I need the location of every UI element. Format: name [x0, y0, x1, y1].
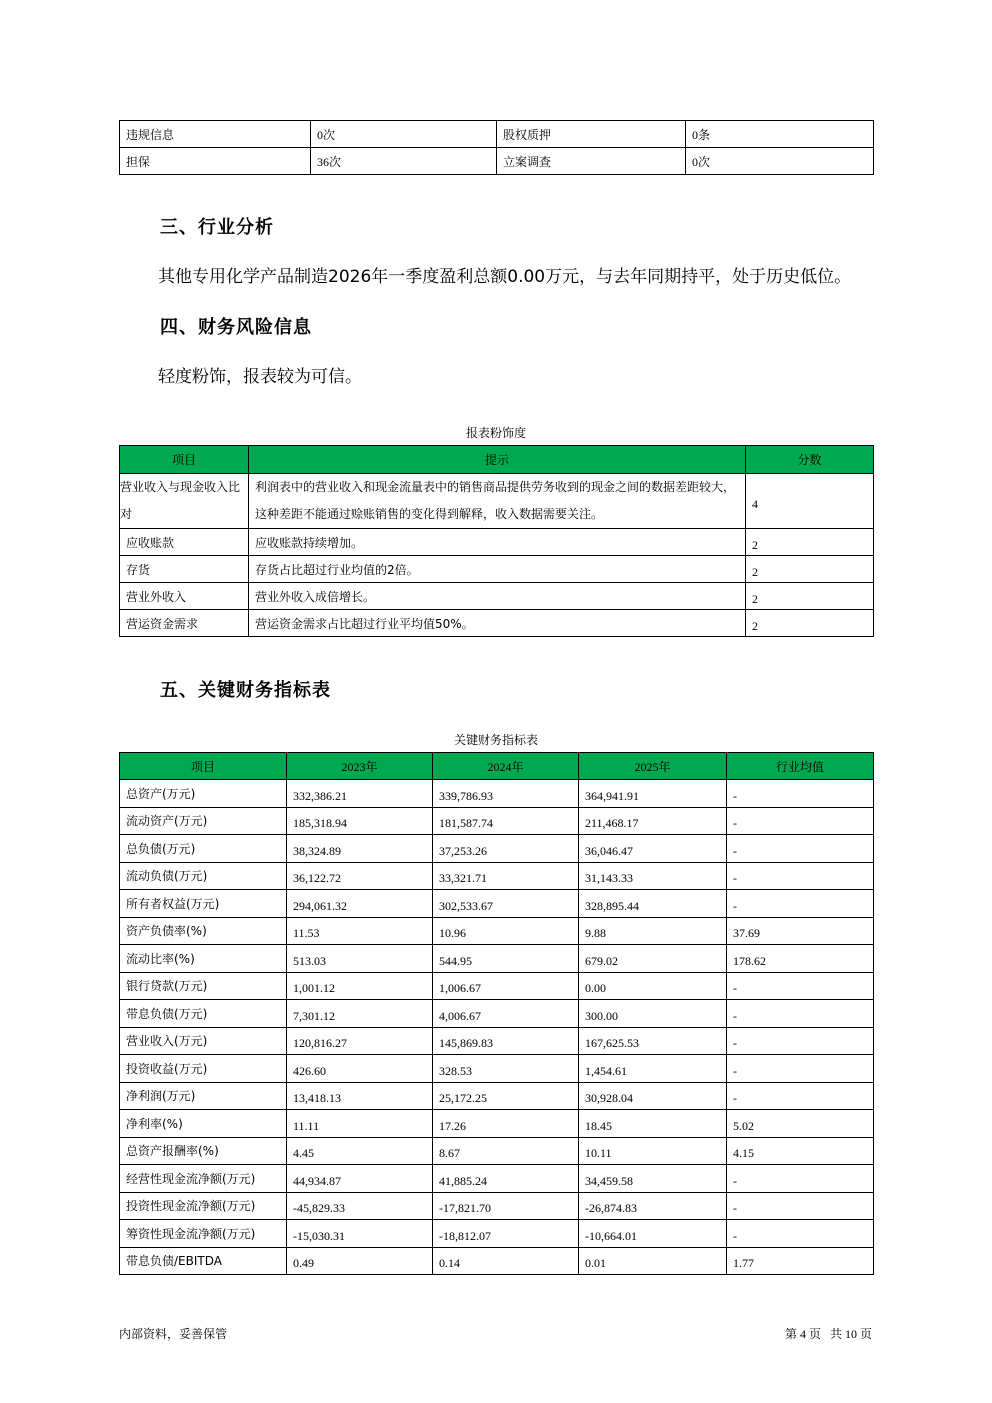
fin-value: 181,587.74	[433, 807, 579, 835]
section3-text: 其他专用化学产品制造2026年一季度盈利总额0.00万元，与去年同期持平，处于历史低位。	[158, 267, 852, 287]
section4-text: 轻度粉饰，报表较为可信。	[158, 367, 362, 387]
fin-value: 38,324.89	[287, 835, 433, 863]
info-label: 担保	[120, 148, 311, 175]
risk-header-row	[120, 446, 874, 474]
risk-header-cell: 分数	[746, 446, 874, 474]
fin-value: 0.14	[433, 1247, 579, 1275]
fin-row	[120, 1110, 874, 1138]
risk-item: 营运资金需求	[120, 610, 249, 637]
fin-row	[120, 1192, 874, 1220]
risk-row	[120, 474, 874, 529]
fin-row	[120, 1247, 874, 1275]
fin-value: 294,061.32	[287, 890, 433, 918]
risk-score: 2	[746, 556, 874, 583]
fin-value: -	[727, 835, 874, 863]
fin-value: -	[727, 1192, 874, 1220]
section3-heading: 三、行业分析	[160, 217, 274, 238]
fin-value: 328,895.44	[579, 890, 727, 918]
fin-value: 178.62	[727, 945, 874, 973]
fin-value: 364,941.91	[579, 780, 727, 808]
risk-table	[119, 445, 874, 637]
info-label: 违规信息	[120, 121, 311, 148]
fin-value: -	[727, 1055, 874, 1083]
fin-row	[120, 835, 874, 863]
fin-row	[120, 1000, 874, 1028]
fin-row	[120, 917, 874, 945]
risk-row	[120, 610, 874, 637]
info-value: 0条	[686, 121, 874, 148]
fin-row	[120, 945, 874, 973]
fin-value: -	[727, 807, 874, 835]
fin-value: 332,386.21	[287, 780, 433, 808]
fin-value: 1,001.12	[287, 972, 433, 1000]
risk-hint: 存货占比超过行业均值的2倍。	[249, 556, 746, 583]
fin-value: 18.45	[579, 1110, 727, 1138]
fin-item: 流动资产(万元)	[120, 807, 287, 835]
info-label: 立案调查	[497, 148, 686, 175]
fin-value: 30,928.04	[579, 1082, 727, 1110]
risk-row	[120, 529, 874, 556]
footer-left: 内部资料，妥善保管	[119, 1327, 228, 1341]
fin-item: 带息负债/EBITDA	[120, 1247, 287, 1275]
fin-row	[120, 1082, 874, 1110]
risk-item: 应收账款	[120, 529, 249, 556]
fin-value: 185,318.94	[287, 807, 433, 835]
risk-header-cell: 提示	[249, 446, 746, 474]
fin-value: 120,816.27	[287, 1027, 433, 1055]
fin-value: -	[727, 780, 874, 808]
section4-heading: 四、财务风险信息	[160, 317, 312, 338]
fin-value: 513.03	[287, 945, 433, 973]
fin-item: 所有者权益(万元)	[120, 890, 287, 918]
info-value: 0次	[686, 148, 874, 175]
fin-value: -	[727, 1000, 874, 1028]
fin-row	[120, 1137, 874, 1165]
fin-value: 145,869.83	[433, 1027, 579, 1055]
fin-header-cell: 2024年	[433, 753, 579, 780]
fin-value: -	[727, 862, 874, 890]
fin-value: -10,664.01	[579, 1220, 727, 1248]
fin-value: 300.00	[579, 1000, 727, 1028]
fin-row	[120, 972, 874, 1000]
fin-value: -15,030.31	[287, 1220, 433, 1248]
fin-value: 339,786.93	[433, 780, 579, 808]
fin-value: -	[727, 890, 874, 918]
fin-value: 13,418.13	[287, 1082, 433, 1110]
fin-value: 426.60	[287, 1055, 433, 1083]
fin-row	[120, 862, 874, 890]
risk-item: 营业收入与现金收入比对	[120, 474, 249, 529]
risk-score: 2	[746, 529, 874, 556]
risk-table-caption: 报表粉饰度	[465, 426, 526, 440]
risk-hint: 营运资金需求占比超过行业平均值50%。	[249, 610, 746, 637]
fin-value: -45,829.33	[287, 1192, 433, 1220]
fin-value: 4.45	[287, 1137, 433, 1165]
info-value: 0次	[311, 121, 497, 148]
fin-row	[120, 1027, 874, 1055]
fin-value: 5.02	[727, 1110, 874, 1138]
fin-value: 10.96	[433, 917, 579, 945]
fin-row	[120, 1055, 874, 1083]
section5-heading: 五、关键财务指标表	[160, 680, 331, 701]
fin-table	[119, 752, 874, 1275]
risk-hint: 营业外收入成倍增长。	[249, 583, 746, 610]
fin-value: 167,625.53	[579, 1027, 727, 1055]
risk-hint: 利润表中的营业收入和现金流量表中的销售商品提供劳务收到的现金之间的数据差距较大，这种差距不能通过赊账销售的变化得到解释，收入数据需要关注。	[249, 474, 746, 529]
info-row	[120, 148, 874, 175]
fin-value: 1,006.67	[433, 972, 579, 1000]
fin-item: 带息负债(万元)	[120, 1000, 287, 1028]
fin-value: 0.49	[287, 1247, 433, 1275]
fin-value: 33,321.71	[433, 862, 579, 890]
risk-hint: 应收账款持续增加。	[249, 529, 746, 556]
fin-value: 0.01	[579, 1247, 727, 1275]
risk-row	[120, 556, 874, 583]
fin-value: 37.69	[727, 917, 874, 945]
fin-value: 7,301.12	[287, 1000, 433, 1028]
risk-score: 2	[746, 583, 874, 610]
fin-value: -17,821.70	[433, 1192, 579, 1220]
fin-row	[120, 1165, 874, 1193]
fin-value: 9.88	[579, 917, 727, 945]
fin-value: 10.11	[579, 1137, 727, 1165]
fin-value: 37,253.26	[433, 835, 579, 863]
fin-table-caption: 关键财务指标表	[453, 733, 538, 747]
risk-item: 营业外收入	[120, 583, 249, 610]
fin-value: 41,885.24	[433, 1165, 579, 1193]
fin-value: 34,459.58	[579, 1165, 727, 1193]
fin-value: 302,533.67	[433, 890, 579, 918]
footer-page: 第 4 页 共 10 页	[784, 1327, 872, 1341]
fin-value: 17.26	[433, 1110, 579, 1138]
fin-item: 净利润(万元)	[120, 1082, 287, 1110]
fin-value: 544.95	[433, 945, 579, 973]
fin-value: 1.77	[727, 1247, 874, 1275]
fin-value: 328.53	[433, 1055, 579, 1083]
info-label: 股权质押	[497, 121, 686, 148]
fin-value: 11.53	[287, 917, 433, 945]
info-row	[120, 121, 874, 148]
fin-value: -	[727, 1165, 874, 1193]
fin-item: 经营性现金流净额(万元)	[120, 1165, 287, 1193]
risk-item: 存货	[120, 556, 249, 583]
fin-header-cell: 2023年	[287, 753, 433, 780]
fin-value: -	[727, 1220, 874, 1248]
fin-item: 投资收益(万元)	[120, 1055, 287, 1083]
info-value: 36次	[311, 148, 497, 175]
fin-value: 44,934.87	[287, 1165, 433, 1193]
fin-value: 31,143.33	[579, 862, 727, 890]
fin-header-cell: 2025年	[579, 753, 727, 780]
fin-value: -18,812.07	[433, 1220, 579, 1248]
fin-value: 8.67	[433, 1137, 579, 1165]
fin-row	[120, 780, 874, 808]
fin-value: 11.11	[287, 1110, 433, 1138]
risk-header-cell: 项目	[120, 446, 249, 474]
fin-item: 营业收入(万元)	[120, 1027, 287, 1055]
fin-item: 总资产报酬率(%)	[120, 1137, 287, 1165]
risk-score: 4	[746, 474, 874, 529]
fin-value: -	[727, 1082, 874, 1110]
fin-value: 0.00	[579, 972, 727, 1000]
risk-row	[120, 583, 874, 610]
fin-header-row	[120, 753, 874, 780]
info-table	[119, 120, 874, 175]
fin-value: 4,006.67	[433, 1000, 579, 1028]
fin-item: 资产负债率(%)	[120, 917, 287, 945]
fin-item: 净利率(%)	[120, 1110, 287, 1138]
fin-row	[120, 1220, 874, 1248]
fin-value: 679.02	[579, 945, 727, 973]
fin-row	[120, 890, 874, 918]
fin-value: -26,874.83	[579, 1192, 727, 1220]
fin-header-cell: 项目	[120, 753, 287, 780]
fin-item: 投资性现金流净额(万元)	[120, 1192, 287, 1220]
risk-score: 2	[746, 610, 874, 637]
fin-value: 4.15	[727, 1137, 874, 1165]
fin-item: 总资产(万元)	[120, 780, 287, 808]
fin-value: 211,468.17	[579, 807, 727, 835]
fin-header-cell: 行业均值	[727, 753, 874, 780]
fin-item: 筹资性现金流净额(万元)	[120, 1220, 287, 1248]
fin-value: -	[727, 972, 874, 1000]
fin-item: 流动负债(万元)	[120, 862, 287, 890]
fin-item: 流动比率(%)	[120, 945, 287, 973]
fin-value: 1,454.61	[579, 1055, 727, 1083]
fin-value: 36,046.47	[579, 835, 727, 863]
fin-value: 36,122.72	[287, 862, 433, 890]
fin-value: -	[727, 1027, 874, 1055]
fin-item: 银行贷款(万元)	[120, 972, 287, 1000]
fin-row	[120, 807, 874, 835]
fin-item: 总负债(万元)	[120, 835, 287, 863]
fin-value: 25,172.25	[433, 1082, 579, 1110]
